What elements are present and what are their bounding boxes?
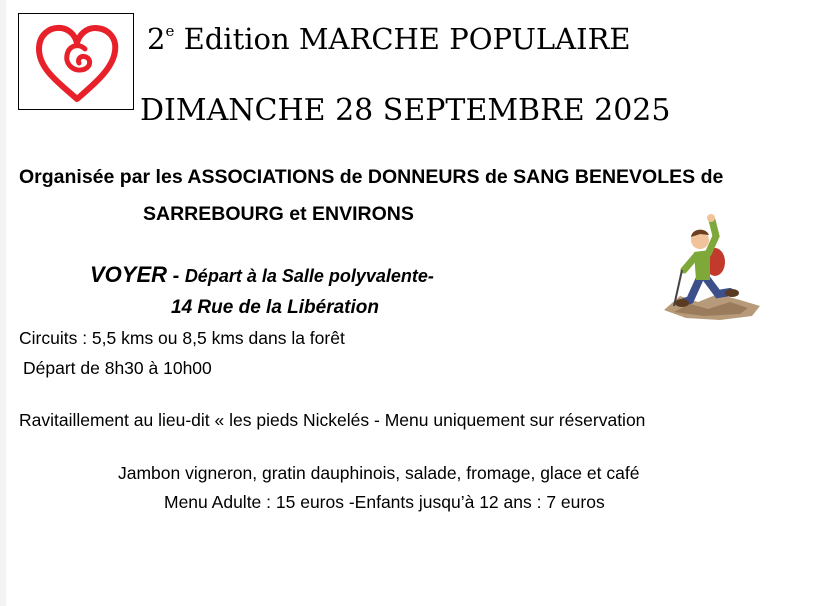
event-date: DIMANCHE 28 SEPTEMBRE 2025	[140, 93, 671, 128]
location-separator: -	[167, 265, 185, 287]
address: 14 Rue de la Libération	[171, 297, 379, 318]
location-line	[90, 262, 434, 288]
departure-place: Départ à la Salle polyvalente-	[184, 266, 434, 286]
circuits-text: Circuits : 5,5 kms ou 8,5 kms dans la forêt	[19, 328, 345, 348]
edition-suffix: e	[165, 22, 175, 40]
refreshment-text: Ravitaillement au lieu-dit « les pieds Nickelés - Menu uniquement sur réservation	[19, 410, 646, 430]
hiker-illustration	[660, 210, 765, 327]
organizer-line-1: Organisée par les ASSOCIATIONS de DONNEURS de SANG BENEVOLES de	[19, 166, 724, 188]
edition-title	[147, 22, 631, 56]
edition-number: 2	[147, 22, 166, 56]
heart-logo	[18, 13, 134, 110]
page-left-edge	[0, 0, 6, 606]
hiker-icon	[660, 210, 765, 322]
menu-dishes-text: Jambon vigneron, gratin dauphinois, salade, fromage, glace et café	[118, 463, 640, 483]
organizer-line-2: SARREBOURG et ENVIRONS	[143, 203, 414, 225]
menu-prices-text: Menu Adulte : 15 euros -Enfants jusqu’à 12 ans : 7 euros	[164, 492, 605, 512]
heart-icon	[29, 19, 125, 105]
departure-time-text: Départ de 8h30 à 10h00	[23, 358, 212, 378]
town-name: VOYER	[90, 262, 168, 287]
edition-title-text: Edition MARCHE POPULAIRE	[183, 22, 631, 56]
